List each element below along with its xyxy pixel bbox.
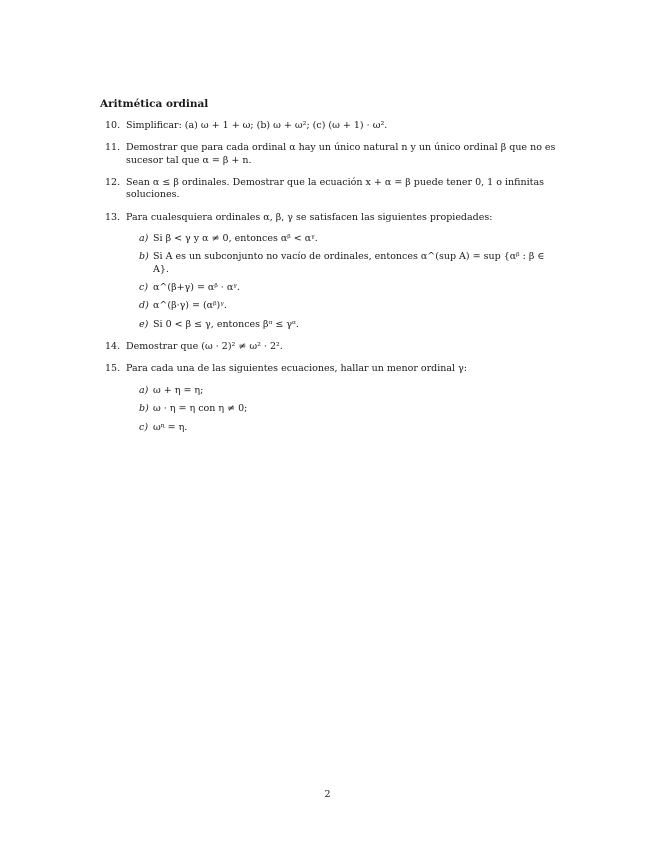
subitem-label: b) bbox=[139, 251, 149, 263]
problem-13 bbox=[105, 212, 557, 331]
subitem-label: c) bbox=[139, 282, 149, 294]
problem-14 bbox=[105, 341, 557, 353]
subitem-label: a) bbox=[139, 384, 149, 396]
subitem bbox=[139, 233, 557, 245]
subitem-text: Si A es un subconjunto no vacío de ordinales, entonces α^(sup A) = sup {αᵝ : β ∈ A}. bbox=[153, 251, 545, 275]
subitem-label: c) bbox=[139, 421, 149, 433]
problem-number: 15. bbox=[105, 363, 121, 375]
subitem bbox=[139, 385, 557, 397]
subitem-text: ωᶯ = η. bbox=[153, 421, 188, 433]
subitem bbox=[139, 300, 557, 312]
problem-10 bbox=[105, 120, 557, 132]
problem-text: Demostrar que para cada ordinal α hay un único natural n y un único ordinal β que no es sucesor tal que α = β + n. bbox=[126, 142, 556, 166]
section-title: Aritmética ordinal bbox=[100, 98, 209, 110]
subitem bbox=[139, 319, 557, 331]
problem-text: Para cada una de las siguientes ecuaciones, hallar un menor ordinal γ: bbox=[126, 363, 467, 375]
subitem-label: e) bbox=[139, 318, 149, 330]
subitem bbox=[139, 422, 557, 434]
subitem-label: b) bbox=[139, 403, 149, 415]
page-number: 2 bbox=[324, 789, 331, 800]
problem-number: 11. bbox=[105, 142, 121, 154]
subitem-text: Si 0 < β ≤ γ, entonces βᵅ ≤ γᵅ. bbox=[153, 318, 299, 330]
subitem-list bbox=[126, 233, 557, 331]
subitem-text: ω + η = η; bbox=[153, 384, 204, 396]
problem-number: 12. bbox=[105, 177, 121, 189]
subitem-text: α^(β+γ) = αᵝ · αᵞ. bbox=[153, 282, 240, 294]
problem-list bbox=[105, 120, 557, 444]
problem-number: 13. bbox=[105, 211, 121, 223]
problem-number: 10. bbox=[105, 120, 121, 131]
subitem-text: ω · η = η con η ≠ 0; bbox=[153, 403, 248, 415]
subitem-label: d) bbox=[139, 300, 149, 312]
subitem-text: Si β < γ y α ≠ 0, entonces αᵝ < αᵞ. bbox=[153, 233, 318, 245]
problem-text: Sean α ≤ β ordinales. Demostrar que la ecuación x + α = β puede tener 0, 1 o infinitas soluciones. bbox=[126, 177, 544, 201]
subitem bbox=[139, 251, 557, 276]
subitem-list bbox=[126, 385, 557, 434]
problem-number: 14. bbox=[105, 341, 121, 353]
subitem bbox=[139, 282, 557, 294]
problem-15 bbox=[105, 363, 557, 433]
subitem-text: α^(β·γ) = (αᵝ)ᵞ. bbox=[153, 300, 227, 312]
subitem-label: a) bbox=[139, 233, 149, 245]
problem-text: Simplificar: (a) ω + 1 + ω; (b) ω + ω²; (c) (ω + 1) · ω². bbox=[126, 120, 388, 131]
problem-12 bbox=[105, 177, 557, 202]
subitem bbox=[139, 403, 557, 415]
problem-11 bbox=[105, 142, 557, 167]
problem-text: Demostrar que (ω · 2)² ≠ ω² · 2². bbox=[126, 341, 283, 353]
problem-text: Para cualesquiera ordinales α, β, γ se satisfacen las siguientes propiedades: bbox=[126, 211, 493, 223]
